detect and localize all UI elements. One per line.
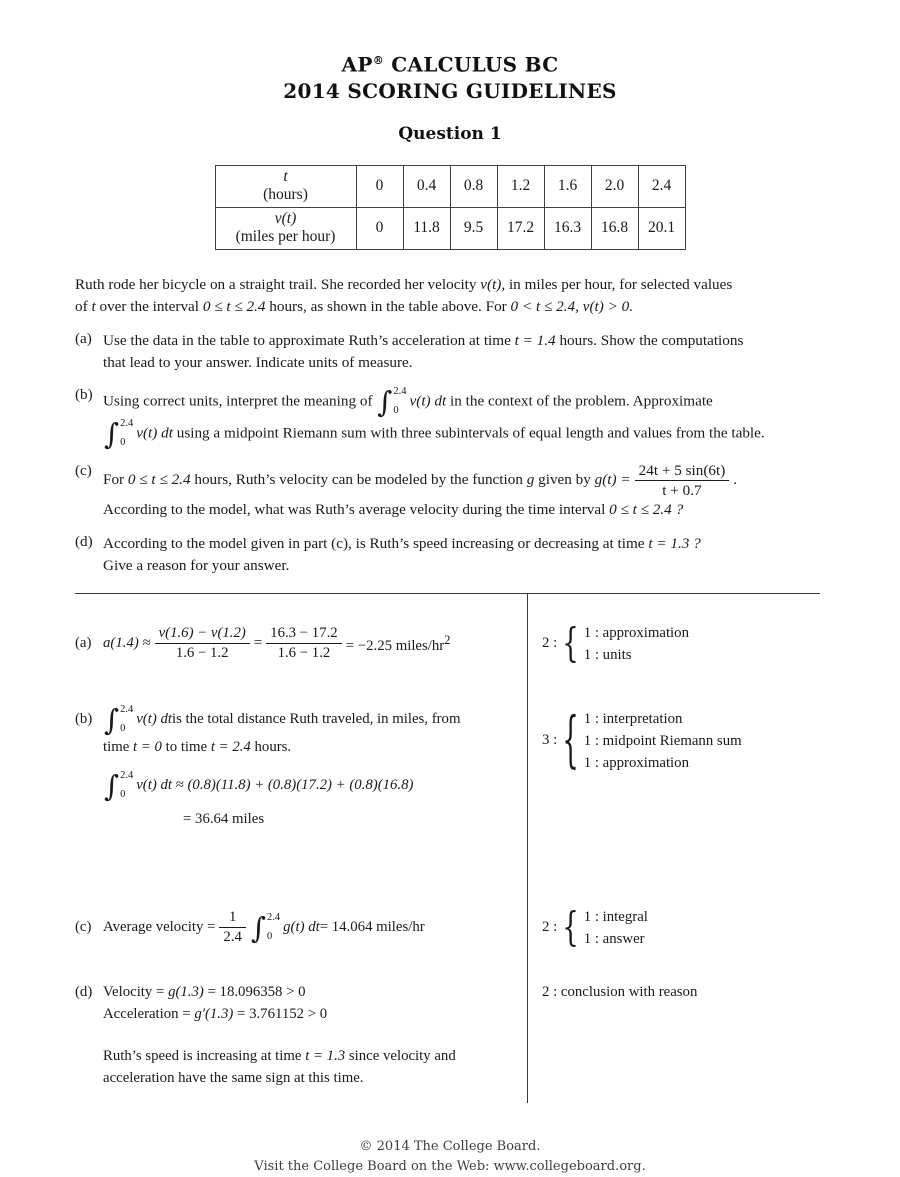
table-cell: 0.4 [403,165,450,207]
table-cell: 2.4 [638,165,685,207]
integral-icon [104,704,133,736]
solution-b-line3 [103,770,521,802]
numeric-fraction [266,625,342,662]
solution-d-line1 [75,981,521,1003]
integral-lower-bound: 0 [267,930,273,942]
solution-text: to time [161,738,211,755]
integral-upper-bound: 2.4 [393,385,407,397]
integral-upper-bound: 2.4 [120,703,134,715]
part-text: For [103,470,128,488]
solution-text: since velocity and [345,1047,456,1064]
scoring-points: 2 : [542,635,558,652]
integral-lower-bound: 0 [120,788,126,800]
solution-math: g(t) dt [283,919,320,936]
intro-text: in miles per hour, for selected values [505,275,733,293]
scoring-item: 1 : integral [583,908,648,925]
scoring-b [527,694,820,883]
scoring-item: 1 : interpretation [583,710,683,727]
part-text: using a midpoint Riemann sum with three subintervals of equal length and values from the table. [172,424,765,442]
part-math: 0 ≤ t ≤ 2.4 [127,470,191,488]
table-cell: 1.2 [497,165,544,207]
solution-math: v(t) dt [136,711,172,728]
scoring-item: 1 : midpoint Riemann sum [583,732,742,749]
velocity-table [215,165,686,250]
question-title: Question 1 [398,123,502,144]
solution-text: = −2.25 miles/hr [345,637,445,654]
integral-symbol: ∫ [377,384,393,419]
scoring-item: 1 : approximation [583,754,689,771]
part-a-question [75,330,875,374]
solution-text: is the total distance Ruth traveled, in miles, from [171,711,461,728]
part-c-label: (c) [75,461,92,479]
row-label-t-symbol: t [283,168,288,186]
scoring-d-text: 2 : conclusion with reason [542,983,698,1000]
equals-sign: = [253,635,263,652]
scoring-points: 3 : [542,732,558,749]
integral-bounds [393,386,406,418]
solution-a-expression [103,625,450,662]
average-value-fraction [219,909,246,946]
part-math: g [526,470,535,488]
part-math: t = 1.3 ? [648,534,701,552]
part-text: Using correct units, interpret the meaning of [103,392,377,410]
part-math: g(t) = [594,470,631,488]
integral-symbol: ∫ [104,416,120,451]
integral-symbol: ∫ [104,768,120,803]
part-b-line1 [103,386,875,418]
table-cell: 16.3 [544,207,591,249]
solution-b-label: (b) [75,711,93,728]
solution-d-line3 [103,1045,521,1067]
brace-icon: { [562,620,579,667]
scoring-a-block [542,622,689,666]
row-label-t [215,165,356,207]
integral-icon [251,912,280,944]
footer-copyright: © 2014 The College Board. [359,1138,541,1154]
fraction-denominator: t + 0.7 [635,480,730,499]
part-text: in the context of the problem. Approximate [446,392,713,410]
scoring-b-block [542,705,820,776]
fraction-numerator: 1 [228,909,237,926]
integral-bounds [120,418,133,450]
solution-math: t = 1.3 [305,1047,346,1064]
integral-lower-bound: 0 [120,436,126,448]
part-text: According to the model given in part (c), is Ruth’s speed increasing or decreasing at time [103,534,649,552]
part-text: hours, Ruth’s velocity can be modeled by the function [190,470,527,488]
row-label-v-units: (miles per hour) [235,228,336,246]
solution-text: Ruth’s speed is increasing at time [103,1047,306,1064]
solution-math: g′(1.3) [194,1005,234,1022]
part-d-body [103,533,875,577]
intro-math: 0 ≤ t ≤ 2.4 [202,297,266,315]
solution-b-line4: = 36.64 miles [183,810,265,827]
part-text: According to the model, what was Ruth’s average velocity during the time interval [103,500,610,518]
table-row-v [215,207,685,249]
part-a-label: (a) [75,329,92,347]
solution-text: = 18.096358 > 0 [203,983,306,1000]
scoring-item: 1 : approximation [583,624,689,641]
solution-a [75,594,527,694]
g-function-fraction [635,462,730,499]
integral-lower-bound: 0 [393,404,399,416]
integral-upper-bound: 2.4 [120,769,134,781]
part-math: v(t) dt [409,392,447,410]
solution-text: = 14.064 miles/hr [319,919,425,936]
solution-text: Average velocity = [103,919,216,936]
fraction-denominator: 2.4 [219,927,246,946]
scoring-items [584,622,689,666]
solution-text: hours. [250,738,292,755]
integral-icon [104,418,133,450]
title-ap: AP [341,52,373,77]
brace-icon: { [562,904,579,951]
integral-upper-bound: 2.4 [120,417,134,429]
solution-text: time [103,738,133,755]
integral-symbol: ∫ [104,702,120,737]
table-cell: 17.2 [497,207,544,249]
fraction-numerator: 24t + 5 sin(6t) [638,461,726,479]
scoring-points: 2 : [542,919,558,936]
page-header [0,0,900,104]
registered-mark-icon: ® [372,54,385,67]
part-b-body [103,386,875,450]
part-d-line2: Give a reason for your answer. [103,556,290,574]
row-label-v-symbol: v(t) [274,210,297,228]
part-c-question [75,462,875,521]
scoring-item: 1 : answer [583,930,645,947]
solution-a-label: (a) [75,635,92,652]
table-cell: 2.0 [591,165,638,207]
table-cell: 11.8 [403,207,450,249]
intro-line1 [75,274,867,296]
integral-icon [377,386,406,418]
row-label-t-units: (hours) [263,186,308,204]
solution-d-line2 [103,1003,521,1025]
table-row-t [215,165,685,207]
part-c-line2 [103,499,875,521]
table-cell: 0 [356,165,403,207]
solution-text: Acceleration = [103,1005,195,1022]
scoring-a [527,594,820,694]
row-label-v [215,207,356,249]
solution-math: v(t) dt ≈ (0.8)(11.8) + (0.8)(17.2) + (0.8)(16.8) [136,777,414,794]
part-b-question [75,386,875,450]
part-math: 0 ≤ t ≤ 2.4 ? [609,500,684,518]
fraction-denominator: 1.6 − 1.2 [155,643,250,662]
part-d-line1 [103,533,875,555]
part-text: given by [534,470,595,488]
part-d-question [75,533,875,577]
solution-math: g(1.3) [168,983,204,1000]
intro-text: Ruth rode her bicycle on a straight trail. She recorded her velocity [75,275,481,293]
scoring-item: 1 : units [583,646,632,663]
scoring-items [584,708,742,774]
table-cell: 9.5 [450,207,497,249]
integral-upper-bound: 2.4 [267,911,281,923]
solution-math: a(1.4) ≈ [103,635,151,652]
table-cell: 0 [356,207,403,249]
part-text: Use the data in the table to approximate Ruth’s acceleration at time [103,331,515,349]
intro-math: v(t), [480,275,506,293]
difference-quotient-fraction [155,625,250,662]
integral-bounds [267,912,280,944]
part-b-line2 [103,418,875,450]
solution-text: = 3.761152 > 0 [233,1005,328,1022]
table-cell: 1.6 [544,165,591,207]
exponent: 2 [444,632,451,647]
part-a-line1 [103,330,875,352]
integral-bounds [120,704,133,736]
brace-icon: { [562,705,579,776]
intro-line2 [75,296,867,318]
table-cell: 0.8 [450,165,497,207]
scoring-c [527,883,820,973]
part-b-label: (b) [75,385,93,403]
solution-c-expression [103,909,425,946]
scoring-d [527,973,820,1103]
solution-b [75,694,527,879]
part-c-body [103,462,875,521]
part-a-body [103,330,875,374]
solution-math: t = 2.4 [210,738,251,755]
part-text: hours. Show the computations [555,331,744,349]
solution-d-label: (d) [75,983,93,1000]
footer-website: Visit the College Board on the Web: www.collegeboard.org. [254,1158,646,1174]
page-title-line2: 2014 SCORING GUIDELINES [283,78,617,103]
part-c-line1 [103,462,875,499]
table-cell: 16.8 [591,207,638,249]
intro-text: hours, as shown in the table above. For [265,297,511,315]
page-footer [0,1137,900,1177]
intro-math: 0 < t ≤ 2.4, v(t) > 0. [510,297,634,315]
part-math: v(t) dt [136,424,173,442]
question-parts [75,330,875,577]
solution-c-label: (c) [75,919,92,936]
fraction-numerator: v(1.6) − v(1.2) [158,625,246,642]
solution-c [75,883,527,973]
solution-b-line2 [103,736,521,758]
part-text: . [733,470,738,488]
part-a-line2: that lead to your answer. Indicate units of measure. [103,353,413,371]
solution-text: Velocity = [103,983,169,1000]
solution-a-result [346,633,451,655]
fraction-denominator: 1.6 − 1.2 [266,643,342,662]
integral-icon [104,770,133,802]
solution-d-line4: acceleration have the same sign at this time. [103,1069,364,1086]
integral-bounds [120,770,133,802]
intro-text: of [75,297,92,315]
scoring-items [584,906,648,950]
title-rest: CALCULUS BC [384,52,559,77]
intro-math: t [91,297,96,315]
table-cell: 20.1 [638,207,685,249]
part-d-label: (d) [75,532,93,550]
intro-text: over the interval [95,297,203,315]
solution-d [75,973,527,1103]
solution-math: t = 0 [133,738,162,755]
problem-intro [75,274,867,318]
scoring-c-block [542,906,648,950]
integral-symbol: ∫ [250,910,267,945]
fraction-numerator: 16.3 − 17.2 [270,625,338,642]
solutions-section [75,593,820,1103]
integral-lower-bound: 0 [120,722,126,734]
part-math: t = 1.4 [514,331,556,349]
page-title-line1 [0,48,900,78]
solution-b-line1 [75,704,521,736]
